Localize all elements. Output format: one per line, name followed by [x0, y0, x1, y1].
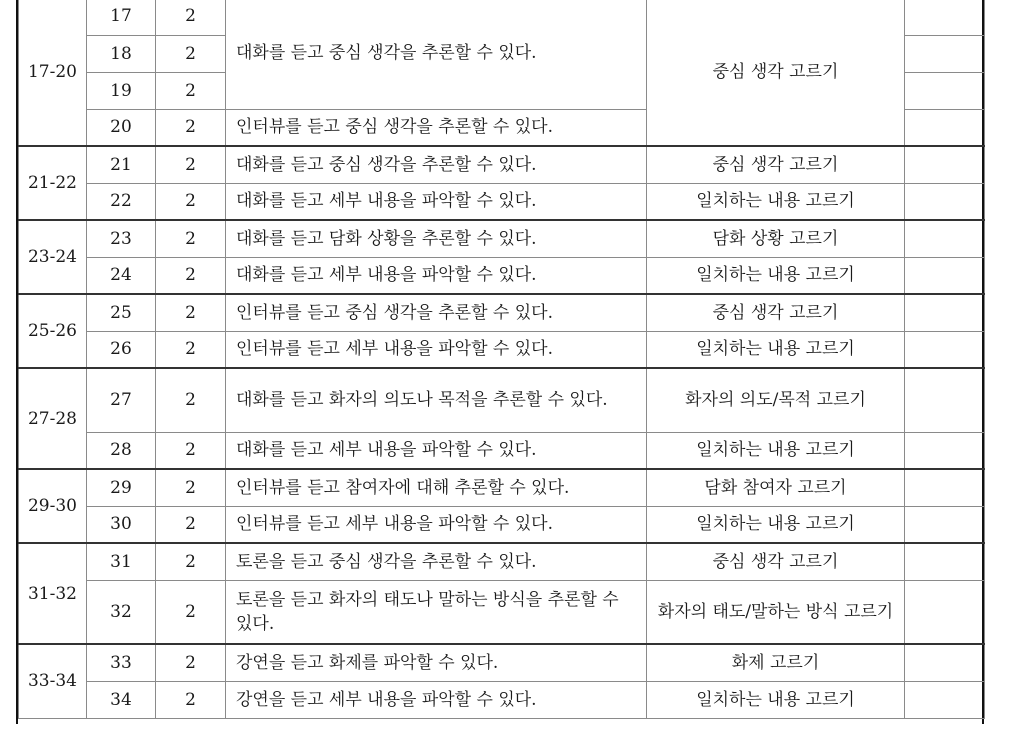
blank-cell	[905, 109, 985, 146]
table-row	[19, 580, 985, 644]
blank-cell	[905, 0, 985, 35]
blank-cell	[905, 681, 985, 718]
score-cell: 2	[156, 432, 226, 469]
score-cell: 2	[156, 294, 226, 331]
table-row	[19, 681, 985, 718]
score-cell: 2	[156, 257, 226, 294]
type-cell: 담화 상황 고르기	[647, 220, 905, 257]
type-cell: 화자의 태도/말하는 방식 고르기	[647, 580, 905, 644]
blank-cell	[905, 506, 985, 543]
objective-cell: 대화를 듣고 중심 생각을 추론할 수 있다.	[226, 0, 647, 109]
objective-cell: 토론을 듣고 중심 생각을 추론할 수 있다.	[226, 543, 647, 580]
objective-cell: 대화를 듣고 세부 내용을 파악할 수 있다.	[226, 183, 647, 220]
blank-cell	[905, 469, 985, 506]
type-cell: 일치하는 내용 고르기	[647, 432, 905, 469]
type-cell: 일치하는 내용 고르기	[647, 506, 905, 543]
score-cell: 2	[156, 220, 226, 257]
score-cell: 2	[156, 506, 226, 543]
type-cell: 일치하는 내용 고르기	[647, 681, 905, 718]
score-cell: 2	[156, 0, 226, 35]
blank-cell	[905, 257, 985, 294]
question-number: 27	[87, 368, 156, 432]
question-number: 22	[87, 183, 156, 220]
objective-cell: 토론을 듣고 화자의 태도나 말하는 방식을 추론할 수 있다.	[226, 580, 647, 644]
group-cell: 23-24	[19, 220, 87, 294]
score-cell: 2	[156, 681, 226, 718]
question-number: 31	[87, 543, 156, 580]
table-row	[19, 432, 985, 469]
table-row	[19, 294, 985, 331]
table-row	[19, 543, 985, 580]
score-cell: 2	[156, 109, 226, 146]
objective-cell: 대화를 듣고 화자의 의도나 목적을 추론할 수 있다.	[226, 368, 647, 432]
group-cell: 21-22	[19, 146, 87, 220]
question-number: 20	[87, 109, 156, 146]
objective-cell: 인터뷰를 듣고 세부 내용을 파악할 수 있다.	[226, 506, 647, 543]
type-cell: 일치하는 내용 고르기	[647, 331, 905, 368]
question-number: 17	[87, 0, 156, 35]
score-cell: 2	[156, 580, 226, 644]
question-number: 24	[87, 257, 156, 294]
question-number: 19	[87, 72, 156, 109]
group-cell: 27-28	[19, 368, 87, 469]
question-number: 29	[87, 469, 156, 506]
score-cell: 2	[156, 146, 226, 183]
blank-cell	[905, 183, 985, 220]
objective-cell: 대화를 듣고 담화 상황을 추론할 수 있다.	[226, 220, 647, 257]
score-cell: 2	[156, 644, 226, 681]
blank-cell	[905, 644, 985, 681]
objective-cell: 대화를 듣고 중심 생각을 추론할 수 있다.	[226, 146, 647, 183]
type-cell: 화자의 의도/목적 고르기	[647, 368, 905, 432]
type-cell: 화제 고르기	[647, 644, 905, 681]
blank-cell	[905, 432, 985, 469]
objective-cell: 대화를 듣고 세부 내용을 파악할 수 있다.	[226, 432, 647, 469]
table-row	[19, 146, 985, 183]
type-cell: 중심 생각 고르기	[647, 146, 905, 183]
blank-cell	[905, 543, 985, 580]
table-row	[19, 469, 985, 506]
question-number: 32	[87, 580, 156, 644]
type-cell: 일치하는 내용 고르기	[647, 257, 905, 294]
objective-cell: 인터뷰를 듣고 세부 내용을 파악할 수 있다.	[226, 331, 647, 368]
question-number: 28	[87, 432, 156, 469]
score-cell: 2	[156, 35, 226, 72]
question-number: 30	[87, 506, 156, 543]
question-number: 23	[87, 220, 156, 257]
objective-cell: 인터뷰를 듣고 중심 생각을 추론할 수 있다.	[226, 109, 647, 146]
group-cell: 25-26	[19, 294, 87, 368]
group-cell: 29-30	[19, 469, 87, 543]
question-number: 26	[87, 331, 156, 368]
type-cell: 담화 참여자 고르기	[647, 469, 905, 506]
blank-cell	[905, 72, 985, 109]
table-row	[19, 220, 985, 257]
score-cell: 2	[156, 183, 226, 220]
question-number: 25	[87, 294, 156, 331]
exam-spec-table-page	[16, 0, 984, 724]
question-number: 18	[87, 35, 156, 72]
score-cell: 2	[156, 331, 226, 368]
type-cell: 일치하는 내용 고르기	[647, 183, 905, 220]
group-cell: 17-20	[19, 0, 87, 146]
blank-cell	[905, 368, 985, 432]
objective-cell: 인터뷰를 듣고 참여자에 대해 추론할 수 있다.	[226, 469, 647, 506]
table-row	[19, 0, 985, 35]
table-row	[19, 368, 985, 432]
question-number: 21	[87, 146, 156, 183]
table-row	[19, 257, 985, 294]
table-row	[19, 183, 985, 220]
group-cell: 33-34	[19, 644, 87, 718]
question-number: 33	[87, 644, 156, 681]
blank-cell	[905, 220, 985, 257]
type-cell: 중심 생각 고르기	[647, 543, 905, 580]
blank-cell	[905, 580, 985, 644]
table-row	[19, 331, 985, 368]
blank-cell	[905, 146, 985, 183]
score-cell: 2	[156, 469, 226, 506]
table-row	[19, 506, 985, 543]
score-cell: 2	[156, 368, 226, 432]
score-cell: 2	[156, 543, 226, 580]
objective-cell: 강연을 듣고 세부 내용을 파악할 수 있다.	[226, 681, 647, 718]
exam-spec-table	[18, 0, 985, 719]
table-row	[19, 644, 985, 681]
group-cell: 31-32	[19, 543, 87, 644]
objective-cell: 인터뷰를 듣고 중심 생각을 추론할 수 있다.	[226, 294, 647, 331]
objective-cell: 대화를 듣고 세부 내용을 파악할 수 있다.	[226, 257, 647, 294]
blank-cell	[905, 331, 985, 368]
type-cell: 중심 생각 고르기	[647, 294, 905, 331]
objective-cell: 강연을 듣고 화제를 파악할 수 있다.	[226, 644, 647, 681]
blank-cell	[905, 294, 985, 331]
question-number: 34	[87, 681, 156, 718]
score-cell: 2	[156, 72, 226, 109]
blank-cell	[905, 35, 985, 72]
type-cell: 중심 생각 고르기	[647, 0, 905, 146]
